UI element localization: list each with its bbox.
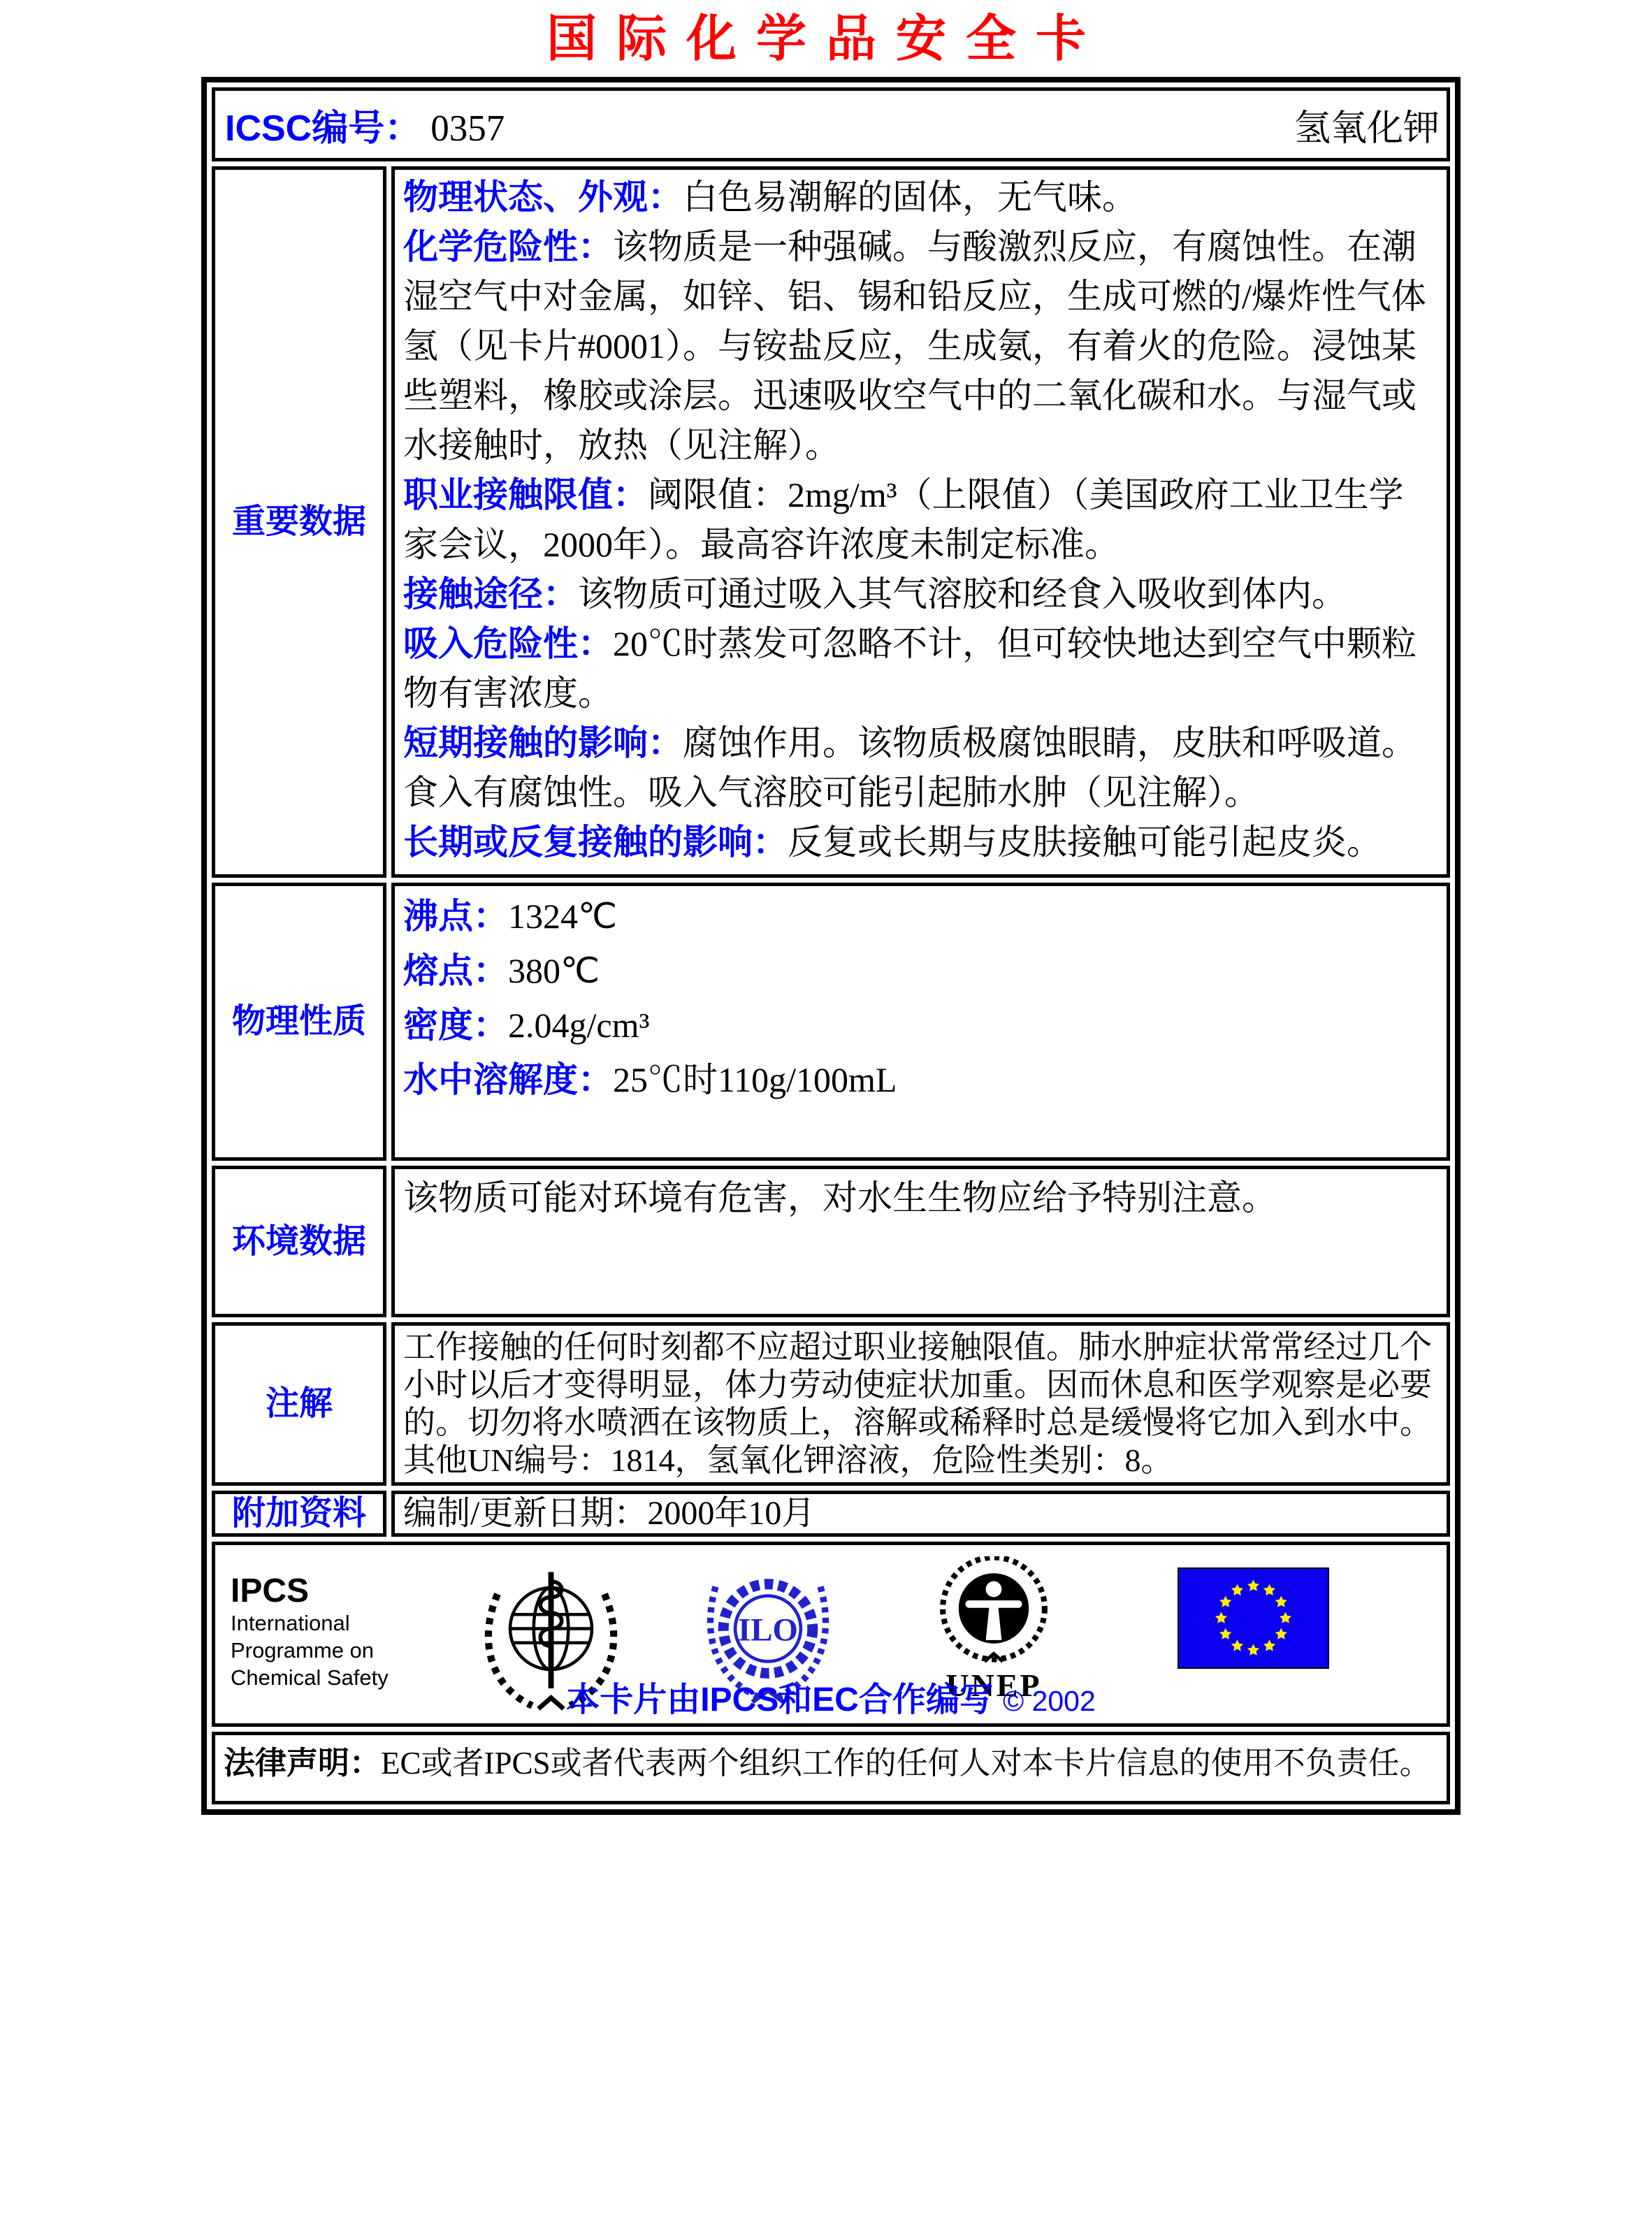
field-label: 熔点： [403,951,508,990]
field-label: 沸点： [403,897,508,936]
update-date-label: 编制/更新日期： [403,1495,648,1532]
data-field [403,619,1438,718]
icsc-number-value: 0357 [430,108,505,149]
page-title: 国际化学品安全卡 [546,11,1106,67]
data-field [403,818,1438,867]
unep-label: UNEP [945,1667,1042,1703]
field-label: 密度： [403,1006,508,1045]
field-text: 反复或长期与皮肤接触可能引起皮炎。 [788,823,1382,862]
environmental-data-row [212,1166,1450,1317]
icsc-number-group [225,99,505,151]
unep-logo-icon [937,1556,1050,1670]
data-field [403,173,1438,222]
section-label-important: 重要数据 [212,166,386,878]
data-field [403,718,1438,818]
update-date-value: 2000年10月 [647,1495,816,1532]
legal-label: 法律声明： [224,1745,382,1781]
caption-text: 本卡片由IPCS和EC合作编写 [566,1681,993,1718]
field-label: 物理状态、外观： [403,178,683,217]
field-label: 接触途径： [403,574,578,614]
section-label-physical: 物理性质 [212,883,386,1161]
chemical-name: 氢氧化钾 [1294,108,1440,149]
ipcs-line: International [231,1611,350,1635]
icsc-number-label: ICSC编号： [225,108,421,149]
data-field [403,570,1438,619]
logos-cell [212,1542,1450,1727]
data-field [403,889,1438,943]
physical-properties-row [212,883,1450,1161]
field-text: 380℃ [508,951,600,990]
important-data-row [212,166,1450,878]
field-label: 水中溶解度： [403,1060,613,1099]
field-text: 白色易潮解的固体，无气味。 [683,178,1137,217]
field-label: 职业接触限值： [403,475,648,514]
section-content-environment [391,1166,1450,1317]
section-content-important [391,166,1450,878]
section-label-notes: 注解 [212,1322,386,1486]
header-cell [212,87,1450,161]
logos-row [212,1542,1450,1727]
field-text: 25℃时110g/100mL [613,1060,897,1099]
field-text: 20℃时蒸发可忽略不计，但可较快地达到空气中颗粒物有害浓度。 [403,624,1416,713]
additional-info-row [212,1491,1450,1537]
legal-text: EC或者IPCS或者代表两个组织工作的任何人对本卡片信息的使用不负责任。 [381,1746,1431,1781]
field-text: 工作接触的任何时刻都不应超过职业接触限值。肺水肿症状常常经过几个小时以后才变得明显，体力劳动使症状加重。因而休息和医学观察是必要的。切勿将水喷洒在该物质上，溶解或稀释时总是缓慢将它加入到水中。其他UN编号：1814，氢氧化钾溶液，危险性类别：8。 [403,1329,1432,1478]
data-field [403,943,1438,998]
header-row [212,87,1450,161]
legal-cell [212,1732,1450,1804]
data-field [403,470,1438,570]
field-text: 阈限值：2mg/m³（上限值）（美国政府工业卫生学家会议，2000年）。最高容许浓度未制定标准。 [403,475,1404,564]
field-label: 短期接触的影响： [403,723,683,762]
section-content-additional [391,1491,1450,1537]
data-field [403,998,1438,1052]
eu-flag-icon [1178,1567,1329,1672]
data-field [403,222,1438,470]
field-text: 2.04g/cm³ [508,1006,650,1045]
notes-row [212,1322,1450,1486]
data-field [403,1052,1438,1107]
section-label-environment: 环境数据 [212,1166,386,1317]
ilo-letters: ILO [738,1612,798,1649]
field-text: 该物质是一种强碱。与酸激烈反应，有腐蚀性。在潮湿空气中对金属，如锌、铝、锡和铅反应，生成可燃的/爆炸性气体氢（见卡片#0001）。与铵盐反应，生成氨，有着火的危险。浸蚀某些塑料，橡胶或涂层。迅速吸收空气中的二氧化碳和水。与湿气或水接触时，放热（见注解）。 [403,227,1426,465]
ipcs-line: Programme on [231,1638,375,1663]
cooperation-caption [215,1672,1447,1721]
icsc-card-table [201,77,1461,1815]
field-label: 化学危险性： [403,227,613,266]
section-content-notes [391,1322,1450,1486]
field-text: 该物质可能对环境有危害，对水生生物应给予特别注意。 [403,1178,1277,1217]
field-label: 吸入危险性： [403,624,613,663]
ipcs-title: IPCS [231,1572,310,1609]
field-text: 腐蚀作用。该物质极腐蚀眼睛，皮肤和呼吸道。食入有腐蚀性。吸入气溶胶可能引起肺水肿（见注解）。 [403,723,1416,812]
section-label-additional: 附加资料 [212,1491,386,1537]
ipcs-text-block [231,1556,405,1691]
ipcs-line: Chemical Safety [231,1665,389,1690]
copyright-text: © 2002 [1002,1685,1096,1717]
field-label: 长期或反复接触的影响： [403,823,788,862]
legal-row [212,1732,1450,1804]
section-content-physical [391,883,1450,1161]
field-text: 该物质可通过吸入其气溶胶和经食入吸收到体内。 [578,574,1347,614]
field-text: 1324℃ [508,897,618,936]
